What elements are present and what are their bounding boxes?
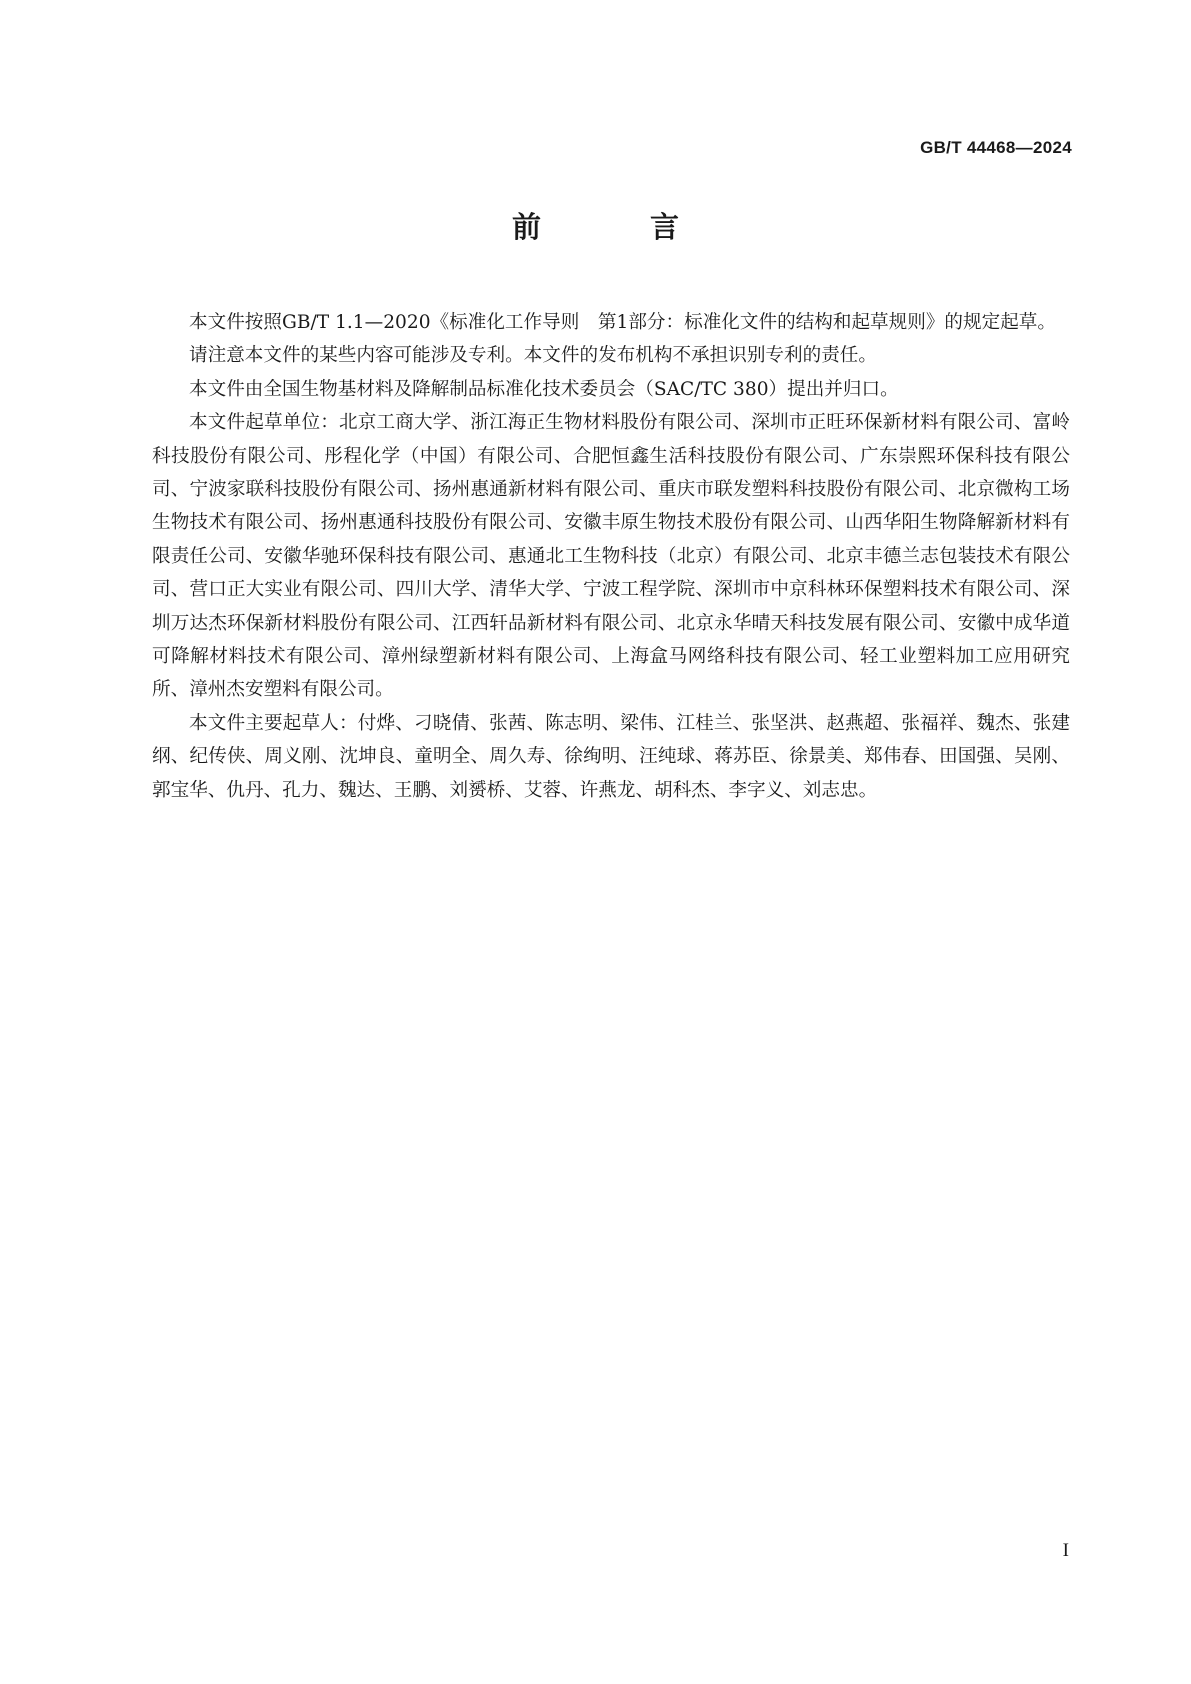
page-title: 前 言 — [511, 210, 719, 244]
foreword-body — [152, 306, 1070, 807]
paragraph-proposer: 本文件由全国生物基材料及降解制品标准化技术委员会（SAC/TC 380）提出并归口。 — [189, 378, 899, 400]
paragraph-patent-notice: 请注意本文件的某些内容可能涉及专利。本文件的发布机构不承担识别专利的责任。 — [189, 345, 877, 367]
paragraph-drafters: 本文件主要起草人：付烨、刁晓倩、张茜、陈志明、梁伟、江桂兰、张坚洪、赵燕超、张福祥、魏杰、张建纲、纪传侠、周义刚、沈坤良、童明全、周久寿、徐绚明、汪纯球、蒋苏臣、徐景美、郑伟春、田国强、吴刚、郭宝华、仇丹、孔力、魏达、王鹏、刘赟桥、艾蓉、许燕龙、胡科杰、李字义、刘志忠。 — [152, 712, 1070, 801]
page-number: I — [1062, 1540, 1069, 1561]
document-code: GB/T 44468—2024 — [920, 138, 1072, 157]
paragraph-drafting-units: 本文件起草单位：北京工商大学、浙江海正生物材料股份有限公司、深圳市正旺环保新材料有限公司、富岭科技股份有限公司、彤程化学（中国）有限公司、合肥恒鑫生活科技股份有限公司、广东崇熙环保科技有限公司、宁波家联科技股份有限公司、扬州惠通新材料有限公司、重庆市联发塑料科技股份有限公司、北京微构工场生物技术有限公司、扬州惠通科技股份有限公司、安徽丰原生物技术股份有限公司、山西华阳生物降解新材料有限责任公司、安徽华驰环保科技有限公司、惠通北工生物科技（北京）有限公司、北京丰德兰志包装技术有限公司、营口正大实业有限公司、四川大学、清华大学、宁波工程学院、深圳市中京科林环保塑料技术有限公司、深圳万达杰环保新材料股份有限公司、江西轩品新材料有限公司、北京永华晴天科技发展有限公司、安徽中成华道可降解材料技术有限公司、漳州绿塑新材料有限公司、上海盒马网络科技有限公司、轻工业塑料加工应用研究所、漳州杰安塑料有限公司。 — [152, 412, 1070, 701]
paragraph-drafting-rules: 本文件按照GB/T 1.1—2020《标准化工作导则 第1部分：标准化文件的结构和起草规则》的规定起草。 — [189, 312, 1056, 333]
